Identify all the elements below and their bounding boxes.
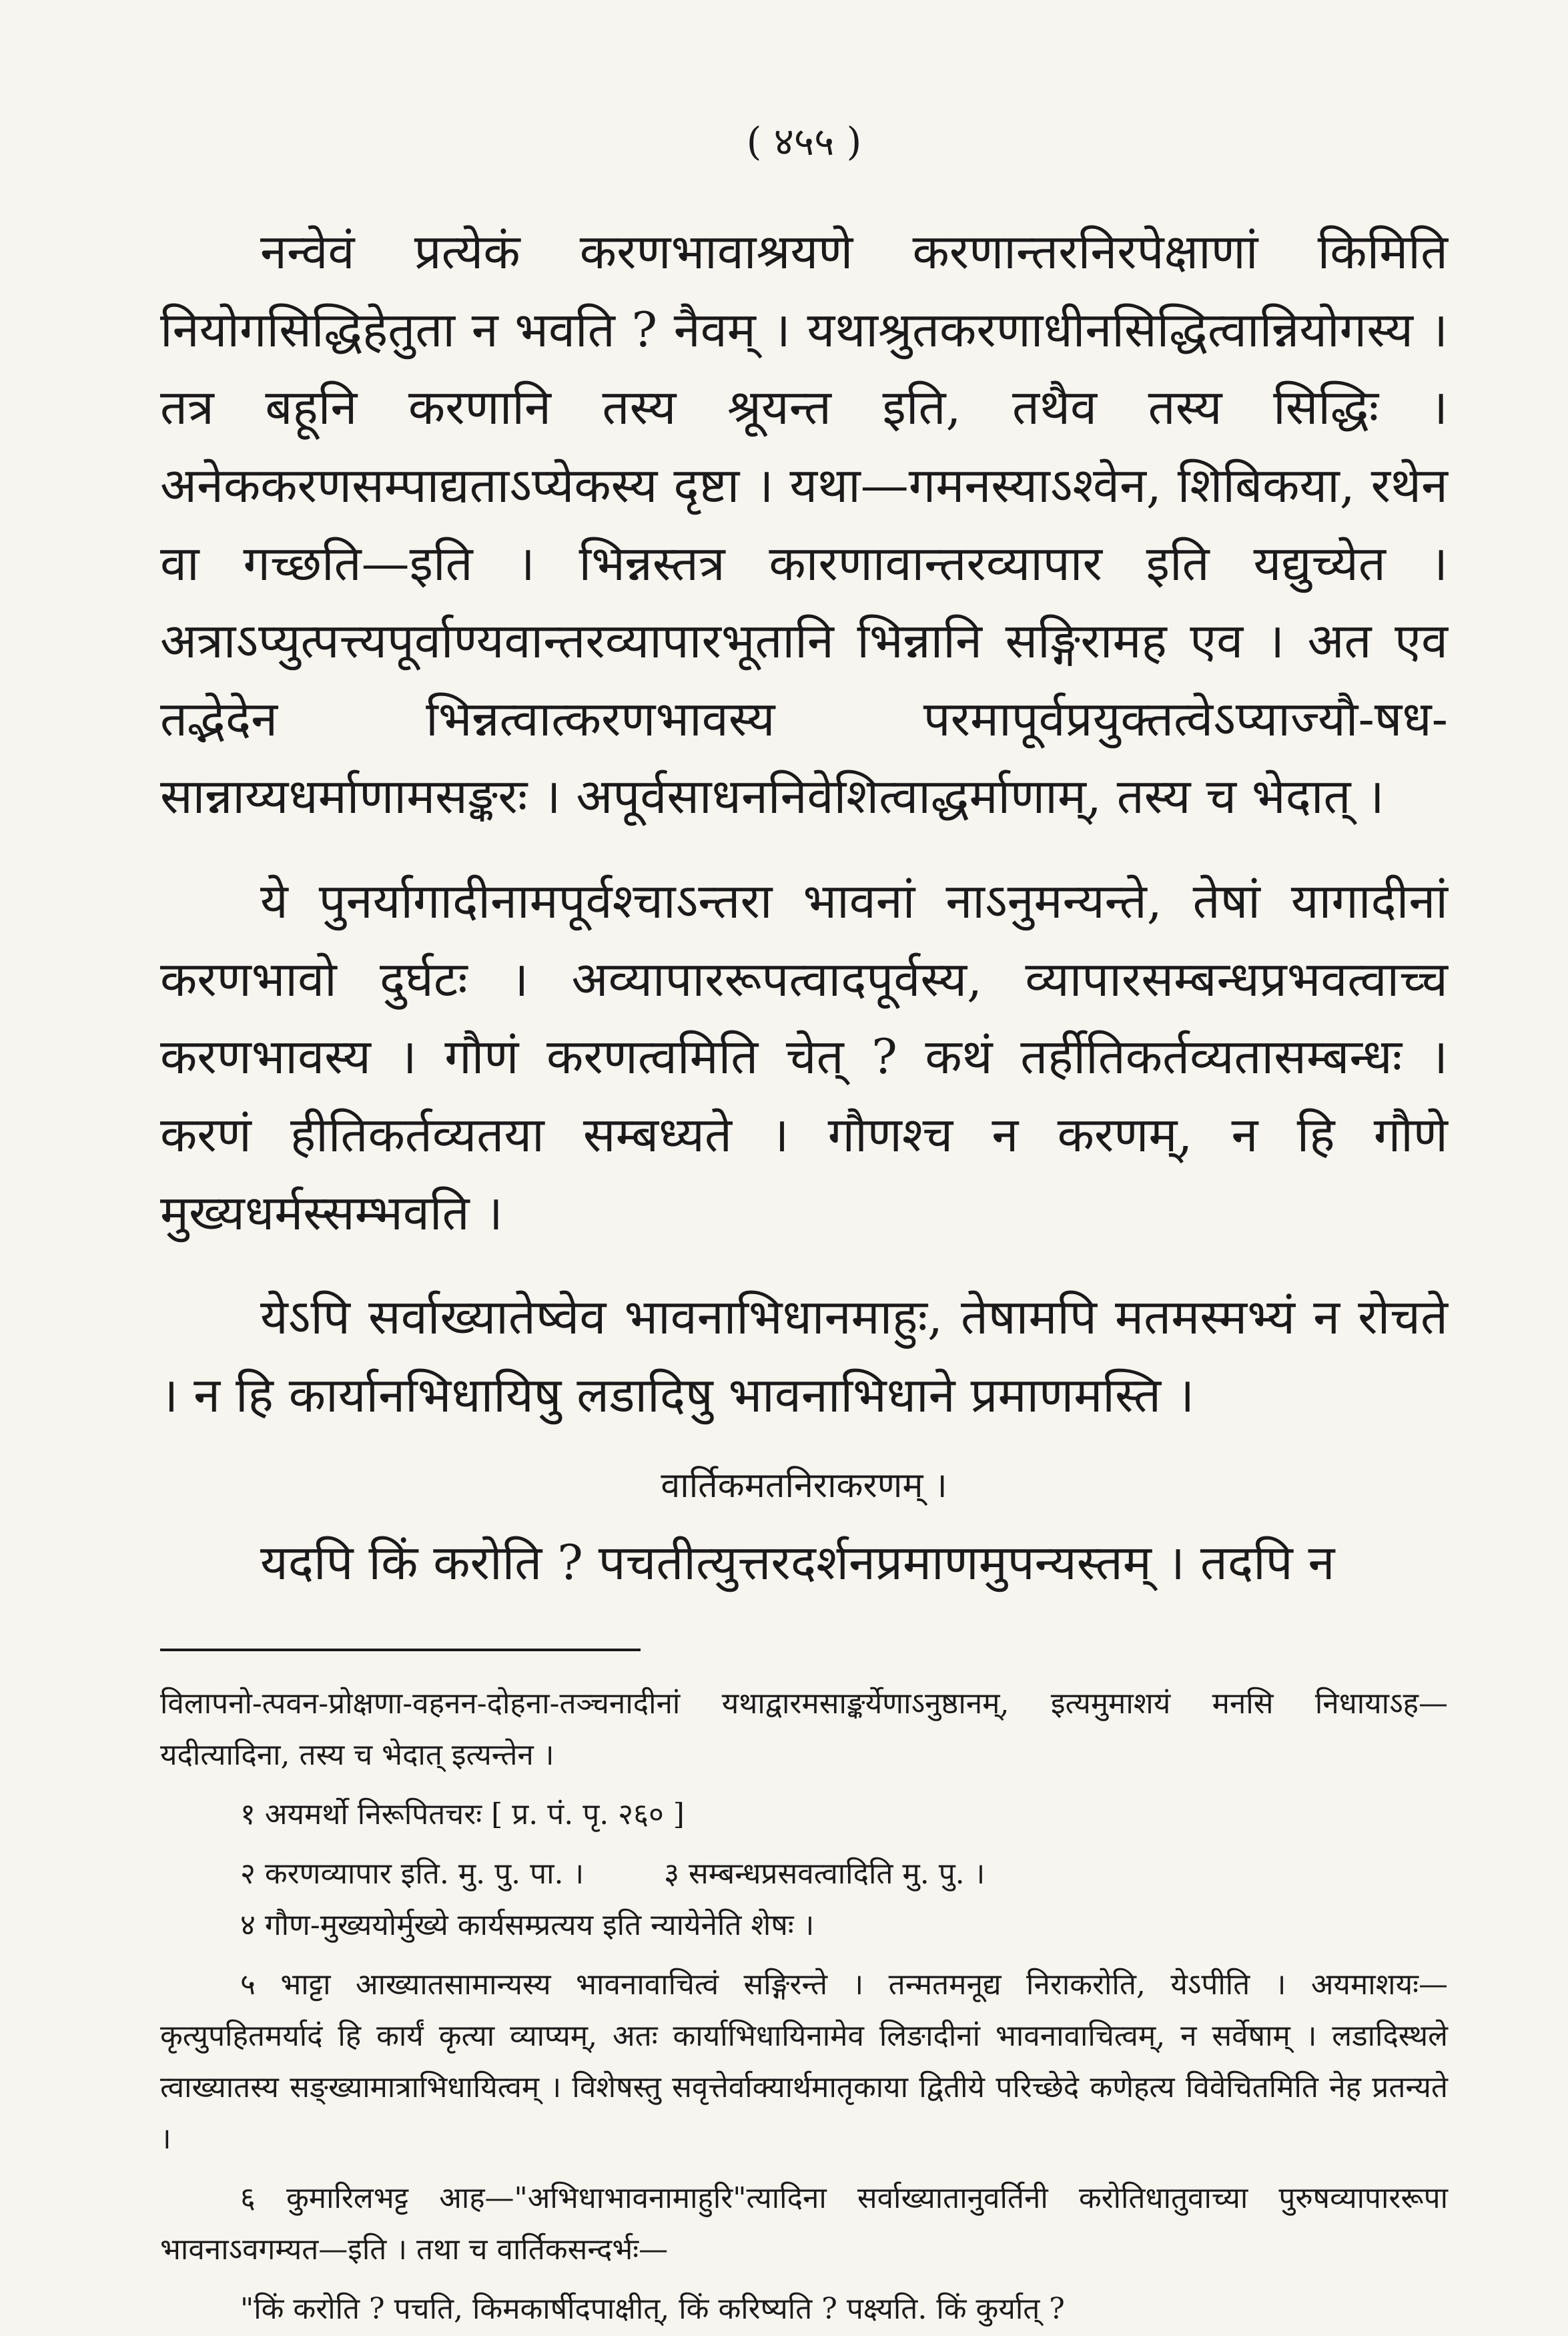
- footnote: ५ भाट्टा आख्यातसामान्यस्य भावनावाचित्वं सङ्गिरन्ते । तन्मतमनूद्य निराकरोति, येऽपीति । अयमाशयः—कृत्युपहितमर्यादं हि कार्यं कृत्या व्याप्यम्, अतः कार्याभिधायिनामेव लिङादीनां भावनावाचित्वम्, न सर्वेषाम् । लडादिस्थले त्वाख्यातस्य सङ्ख्यामात्राभिधायित्वम् । विशेषस्तु सवृत्तेर्वाक्यार्थमातृकाया द्वितीये परिच्छेदे कणेहत्य विवेचितमिति नेह प्रतन्यते ।: [160, 1968, 1448, 2156]
- paragraph: यदपि किं करोति ? पचतीत्युत्तरदर्शनप्रमाणमुपन्यस्तम् । तदपि न: [260, 1534, 1335, 1591]
- footnote: ६ कुमारिलभट्ट आह—"अभिधाभावनामाहुरि"त्यादिना सर्वाख्यातानुवर्तिनी करोतिधातुवाच्या पुरुषव्यापाररूपा भावनाऽवगम्यत—इति । तथा च वार्तिकसन्दर्भः—: [160, 2181, 1448, 2267]
- footnote: १ अयमर्थो निरूपितचरः [ प्र. पं. पृ. २६० ]: [240, 1797, 685, 1831]
- footnote: ४ गौण-मुख्ययोर्मुख्ये कार्यसम्प्रत्यय इति न्यायेनेति शेषः ।: [240, 1908, 815, 1942]
- paragraph: येऽपि सर्वाख्यातेष्वेव भावनाभिधानमाहुः, तेषामपि मतमस्मभ्यं न रोचते । न हि कार्यानभिधायिषु लडादिषु भावनाभिधाने प्रमाणमस्ति ।: [160, 1289, 1448, 1423]
- section-heading: वार्तिकमतनिराकरणम् ।: [661, 1466, 947, 1506]
- page-number: ( ४५५ ): [746, 119, 862, 164]
- footnote: ३ सम्बन्धप्रसवत्वादिति मु. पु. ।: [664, 1857, 986, 1891]
- footnote-verse: "किं करोति ? पचति, किमकार्षीदपाक्षीत्, किं करिष्यति ? पक्ष्यति. किं कुर्यात् ?: [240, 2292, 1065, 2326]
- footnotes: [160, 1678, 1448, 2335]
- footnote-divider: [160, 1649, 641, 1651]
- footnote: २ करणव्यापार इति. मु. पु. पा. ।: [240, 1857, 584, 1891]
- paragraph: ये पुनर्यागादीनामपूर्वश्चाऽन्तरा भावनां नाऽनुमन्यन्ते, तेषां यागादीनां करणभावो दुर्घटः । अव्यापाररूपत्वादपूर्वस्य, व्यापारसम्बन्धप्रभवत्वाच्च करणभावस्य । गौणं करणत्वमिति चेत् ? कथं तर्हीतिकर्तव्यतासम्बन्धः । करणं हीतिकर्तव्यतया सम्बध्यते । गौणश्च न करणम्, न हि गौणे मुख्यधर्मस्सम्भवति ।: [160, 873, 1448, 1241]
- footnote-row: [160, 1848, 1448, 1900]
- footnote-continuation: विलापनो-त्पवन-प्रोक्षणा-वहनन-दोहना-तञ्चनादीनां यथाद्वारमसाङ्कर्येणाऽनुष्ठानम्, इत्यमुमाशयं मनसि निधायाऽह—यदीत्यादिना, तस्य च भेदात् इत्यन्तेन ।: [160, 1687, 1448, 1772]
- paragraph: नन्वेवं प्रत्येकं करणभावाश्रयणे करणान्तरनिरपेक्षाणां किमिति नियोगसिद्धिहेतुता न भवति ? नैवम् । यथाश्रुतकरणाधीनसिद्धित्वान्नियोगस्य । तत्र बहूनि करणानि तस्य श्रूयन्त इति, तथैव तस्य सिद्धिः । अनेककरणसम्पाद्यताऽप्येकस्य दृष्टा । यथा—गमनस्याऽश्वेन, शिबिकया, रथेन वा गच्छति—इति । भिन्नस्तत्र कारणावान्तरव्यापार इति यद्युच्येत । अत्राऽप्युत्पत्त्यपूर्वाण्यवान्तरव्यापारभूतानि भिन्नानि सङ्गिरामह एव । अत एव तद्भेदेन भिन्नत्वात्करणभावस्य परमापूर्वप्रयुक्तत्वेऽप्याज्यौ-षध-सान्नाय्यधर्माणामसङ्करः । अपूर्वसाधननिवेशित्वाद्धर्माणाम्, तस्य च भेदात् ।: [160, 224, 1448, 825]
- main-text: [160, 213, 1448, 1602]
